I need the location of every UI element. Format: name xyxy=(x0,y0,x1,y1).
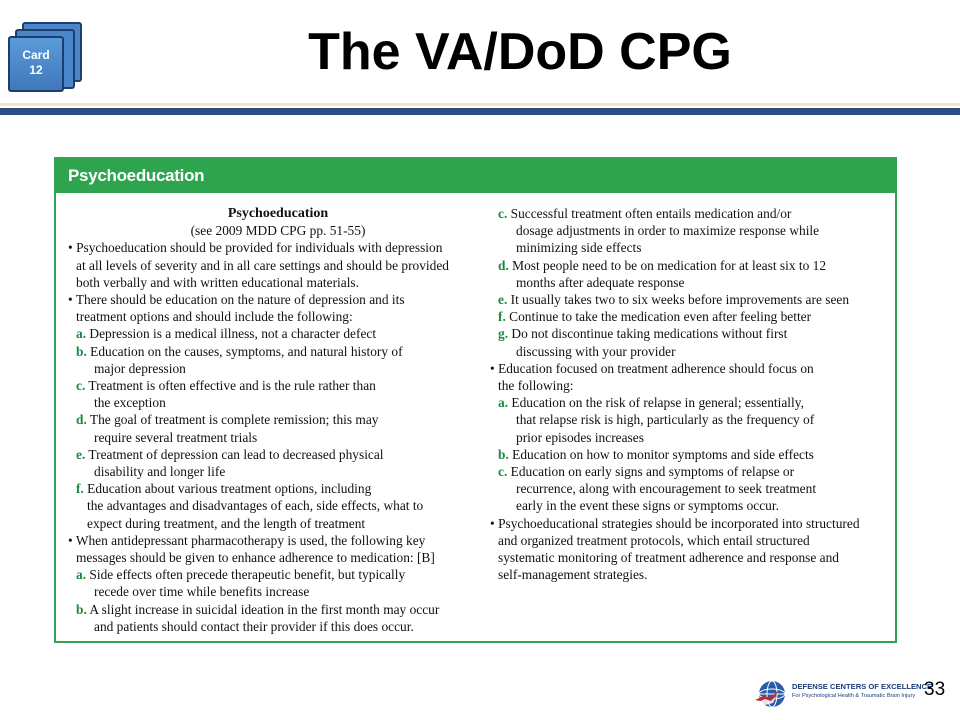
item-text: and patients should contact their provider if this does occur. xyxy=(94,618,414,634)
item-label: e. xyxy=(498,292,508,308)
item-text: that relapse risk is high, particularly as the frequency of xyxy=(516,412,815,428)
text-line xyxy=(490,239,890,256)
item-label: c. xyxy=(76,378,86,394)
item-text: A slight increase in suicidal ideation in the first month may occur xyxy=(89,601,440,617)
text-line xyxy=(490,257,890,274)
card-number: 12 xyxy=(29,63,43,77)
text-line xyxy=(68,274,488,291)
item-text: treatment options and should include the following: xyxy=(76,309,353,325)
text-line xyxy=(68,308,488,325)
item-label: d. xyxy=(498,257,509,273)
item-text: When antidepressant pharmacotherapy is used, the following key xyxy=(75,532,426,548)
item-text: Successful treatment often entails medication and/or xyxy=(510,206,792,221)
text-line xyxy=(68,239,488,256)
text-line xyxy=(490,325,890,342)
text-line xyxy=(490,463,890,480)
text-line xyxy=(68,429,488,446)
right-column-lines xyxy=(490,205,890,583)
panel-header: Psychoeducation xyxy=(56,159,895,193)
text-line xyxy=(490,394,890,411)
item-text: The goal of treatment is complete remission; this may xyxy=(89,412,379,428)
text-line xyxy=(490,566,890,583)
item-label: f. xyxy=(76,481,84,497)
text-line xyxy=(490,222,890,239)
item-text: disability and longer life xyxy=(94,464,226,480)
text-line xyxy=(490,205,890,222)
text-line xyxy=(490,411,890,428)
text-line xyxy=(490,377,890,394)
item-label: a. xyxy=(76,567,87,583)
text-line xyxy=(68,411,488,428)
text-line xyxy=(68,515,488,532)
text-line xyxy=(68,601,488,618)
text-line xyxy=(68,325,488,342)
left-column xyxy=(68,205,488,635)
bullet-icon: • xyxy=(68,240,73,256)
globe-eagle-icon xyxy=(754,678,788,710)
title-divider-light xyxy=(0,103,960,106)
item-label: d. xyxy=(76,412,87,428)
text-line xyxy=(68,291,488,308)
text-line xyxy=(490,360,890,377)
section-title: Psychoeducation xyxy=(227,206,329,221)
item-text: recurrence, along with encouragement to seek treatment xyxy=(516,481,817,497)
item-text: Depression is a medical illness, not a character defect xyxy=(89,326,377,342)
item-label: a. xyxy=(498,395,509,411)
item-text: Do not discontinue taking medications without first xyxy=(511,326,788,342)
text-line xyxy=(490,515,890,532)
text-line xyxy=(490,480,890,497)
psychoeducation-panel xyxy=(54,157,897,643)
item-label: f. xyxy=(498,309,506,325)
text-line xyxy=(490,549,890,566)
bullet-icon: • xyxy=(490,515,495,531)
item-text: early in the event these signs or symptoms occur. xyxy=(516,498,779,514)
item-text: and organized treatment protocols, which entail structured xyxy=(498,532,810,548)
item-text: the following: xyxy=(498,378,574,394)
item-text: Psychoeducational strategies should be incorporated into structured xyxy=(498,515,860,531)
text-line xyxy=(68,257,488,274)
text-line xyxy=(68,360,488,377)
item-text: months after adequate response xyxy=(516,274,685,290)
item-label: b. xyxy=(76,601,87,617)
logo-name: DEFENSE CENTERS OF EXCELLENCE xyxy=(792,682,933,691)
text-line xyxy=(68,394,488,411)
text-line xyxy=(68,343,488,360)
item-text: There should be education on the nature of depression and its xyxy=(75,292,405,308)
item-text: require several treatment trials xyxy=(94,429,258,445)
bullet-icon: • xyxy=(68,292,73,308)
text-line xyxy=(490,291,890,308)
title-divider-dark xyxy=(0,108,960,115)
item-text: expect during treatment, and the length of treatment xyxy=(87,515,366,531)
item-text: Education on early signs and symptoms of relapse or xyxy=(510,464,795,480)
item-text: Treatment of depression can lead to decreased physical xyxy=(88,446,384,462)
text-line xyxy=(68,446,488,463)
item-text: prior episodes increases xyxy=(516,429,644,445)
text-line xyxy=(68,497,488,514)
item-text: Most people need to be on medication for at least six to 12 xyxy=(512,257,827,273)
item-text: Education on the causes, symptoms, and natural history of xyxy=(90,343,403,359)
card-sheet-front xyxy=(8,36,64,92)
text-line xyxy=(68,377,488,394)
item-label: c. xyxy=(498,206,508,221)
item-label: a. xyxy=(76,326,87,342)
text-line xyxy=(490,446,890,463)
text-line xyxy=(490,308,890,325)
card-badge xyxy=(4,20,84,96)
text-line xyxy=(490,497,890,514)
item-label: b. xyxy=(76,343,87,359)
card-label: Card xyxy=(22,48,50,62)
item-text: Side effects often precede therapeutic benefit, but typically xyxy=(89,567,406,583)
text-line xyxy=(68,480,488,497)
item-label: c. xyxy=(498,464,508,480)
text-line xyxy=(68,463,488,480)
item-text: the exception xyxy=(94,395,166,411)
bullet-icon: • xyxy=(490,360,495,376)
left-column-lines xyxy=(68,239,488,635)
item-text: dosage adjustments in order to maximize response while xyxy=(516,223,820,239)
item-text: systematic monitoring of treatment adherence and response and xyxy=(498,550,839,566)
bullet-icon: • xyxy=(68,532,73,548)
section-reference: (see 2009 MDD CPG pp. 51-55) xyxy=(190,223,366,239)
item-text: Education on the risk of relapse in general; essentially, xyxy=(511,395,804,411)
item-text: self-management strategies. xyxy=(498,567,648,583)
text-line xyxy=(490,343,890,360)
logo-tagline: For Psychological Health & Traumatic Brain Injury xyxy=(792,693,916,699)
item-label: e. xyxy=(76,446,86,462)
item-text: minimizing side effects xyxy=(516,240,642,256)
item-text: messages should be given to enhance adherence to medication: [B] xyxy=(76,550,435,566)
item-text: major depression xyxy=(94,360,186,376)
item-text: recede over time while benefits increase xyxy=(94,584,310,600)
item-text: both verbally and with written educational materials. xyxy=(76,274,359,290)
text-line xyxy=(68,618,488,635)
item-text: discussing with your provider xyxy=(516,343,676,359)
item-text: Psychoeducation should be provided for individuals with depression xyxy=(76,240,443,256)
item-text: Continue to take the medication even after feeling better xyxy=(509,309,812,325)
text-line xyxy=(68,566,488,583)
item-text: at all levels of severity and in all care settings and should be provided xyxy=(76,257,449,273)
text-line xyxy=(490,532,890,549)
item-text: the advantages and disadvantages of each, side effects, what to xyxy=(87,498,424,514)
item-text: Education on how to monitor symptoms and side effects xyxy=(512,446,814,462)
page-number: 33 xyxy=(924,679,946,700)
right-column xyxy=(490,205,890,583)
text-line xyxy=(68,532,488,549)
item-text: Education focused on treatment adherence should focus on xyxy=(498,360,814,376)
text-line xyxy=(68,583,488,600)
text-line xyxy=(68,549,488,566)
item-text: Education about various treatment options, including xyxy=(87,481,372,497)
item-label: b. xyxy=(498,446,509,462)
text-line xyxy=(490,274,890,291)
dce-logo xyxy=(754,676,933,712)
item-text: It usually takes two to six weeks before improvements are seen xyxy=(510,292,850,308)
slide-title: The VA/DoD CPG xyxy=(308,23,732,81)
text-line xyxy=(490,429,890,446)
item-text: Treatment is often effective and is the rule rather than xyxy=(88,378,376,394)
item-label: g. xyxy=(498,326,509,342)
